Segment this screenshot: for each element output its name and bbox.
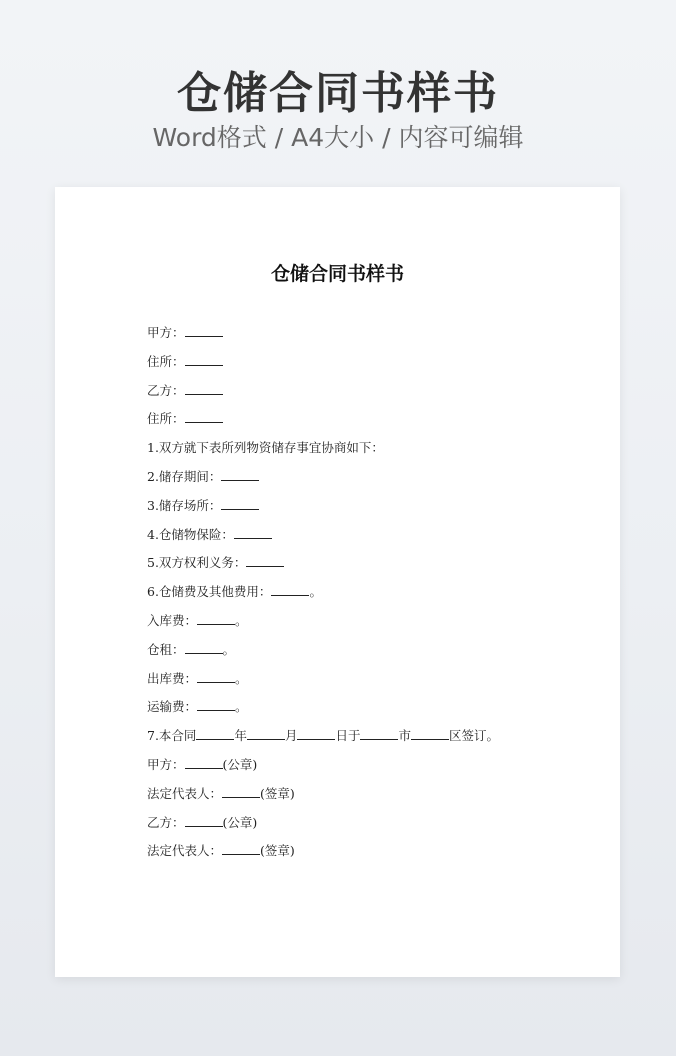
line-suffix: 。 — [222, 641, 236, 657]
blank-field — [360, 725, 398, 740]
blank-field — [185, 380, 223, 395]
line-suffix: (公章) — [222, 756, 258, 772]
line-suffix: (签章) — [260, 785, 295, 801]
banner-title: 仓储合同书样书 — [177, 68, 499, 119]
document-line — [147, 521, 587, 550]
document-line — [147, 578, 587, 607]
line-text: 4.仓储物保险： — [147, 526, 234, 542]
blank-field — [221, 466, 259, 481]
line-text: 月 — [284, 728, 298, 744]
document-line — [147, 722, 587, 751]
line-suffix: 。 — [235, 670, 248, 686]
line-text: 甲方： — [147, 325, 185, 340]
document-line — [147, 809, 587, 838]
blank-field — [271, 581, 309, 596]
blank-field — [221, 495, 259, 510]
document-body — [147, 319, 587, 866]
document-title: 仓储合同书样书 — [270, 263, 404, 285]
line-suffix: 。 — [235, 612, 248, 628]
document-line — [147, 549, 587, 578]
line-text: 市 — [398, 728, 411, 744]
line-text: 甲方： — [147, 756, 185, 772]
blank-field — [222, 783, 260, 798]
line-suffix: 。 — [235, 699, 248, 715]
line-text: 3.储存场所： — [147, 497, 222, 513]
blank-field — [247, 725, 285, 740]
document-line — [147, 780, 587, 809]
blank-field — [185, 351, 223, 366]
blank-field — [185, 322, 223, 337]
document-line — [147, 636, 587, 665]
line-text: 入库费： — [147, 612, 198, 628]
blank-field — [222, 840, 260, 855]
document-line — [147, 607, 587, 636]
blank-field — [246, 552, 284, 567]
line-suffix: (公章) — [222, 814, 258, 830]
document-line — [147, 377, 587, 406]
line-text: 住所： — [147, 353, 185, 369]
line-text: 2.储存期间： — [147, 468, 222, 484]
document-line — [147, 751, 587, 780]
line-text: 年 — [234, 728, 247, 744]
document-line — [147, 348, 587, 377]
blank-field — [196, 725, 234, 740]
document-page — [55, 187, 620, 977]
blank-field — [197, 668, 235, 683]
line-text: 日于 — [335, 728, 361, 744]
line-text: 乙方： — [147, 814, 185, 830]
document-line — [147, 463, 587, 492]
line-text: 法定代表人： — [147, 785, 223, 801]
line-text: 7.本合同 — [147, 728, 197, 744]
document-line — [147, 837, 587, 866]
line-text: 出库费： — [147, 670, 198, 686]
line-text: 仓租： — [147, 641, 185, 657]
line-text: 运输费： — [147, 699, 198, 715]
blank-field — [185, 754, 223, 769]
blank-field — [185, 408, 223, 423]
blank-field — [185, 812, 223, 827]
blank-field — [197, 610, 235, 625]
line-suffix: 。 — [309, 584, 322, 600]
banner-subtitle: Word格式 / A4大小 / 内容可编辑 — [152, 123, 524, 152]
line-text: 住所： — [147, 411, 185, 427]
line-text: 乙方： — [147, 382, 185, 398]
document-line — [147, 665, 587, 694]
line-suffix: (签章) — [260, 843, 295, 859]
document-line — [147, 434, 587, 463]
line-text: 5.双方权利义务： — [147, 555, 247, 571]
line-text: 6.仓储费及其他费用： — [147, 584, 272, 600]
blank-field — [185, 639, 223, 654]
line-text: 法定代表人： — [147, 843, 223, 859]
document-line — [147, 319, 587, 348]
blank-field — [234, 524, 272, 539]
document-line — [147, 693, 587, 722]
document-line — [147, 405, 587, 434]
blank-field — [411, 725, 449, 740]
document-line — [147, 492, 587, 521]
blank-field — [197, 696, 235, 711]
line-suffix: 区签订。 — [449, 728, 500, 744]
blank-field — [297, 725, 335, 740]
line-text: 1.双方就下表所列物资储存事宜协商如下： — [147, 440, 384, 456]
